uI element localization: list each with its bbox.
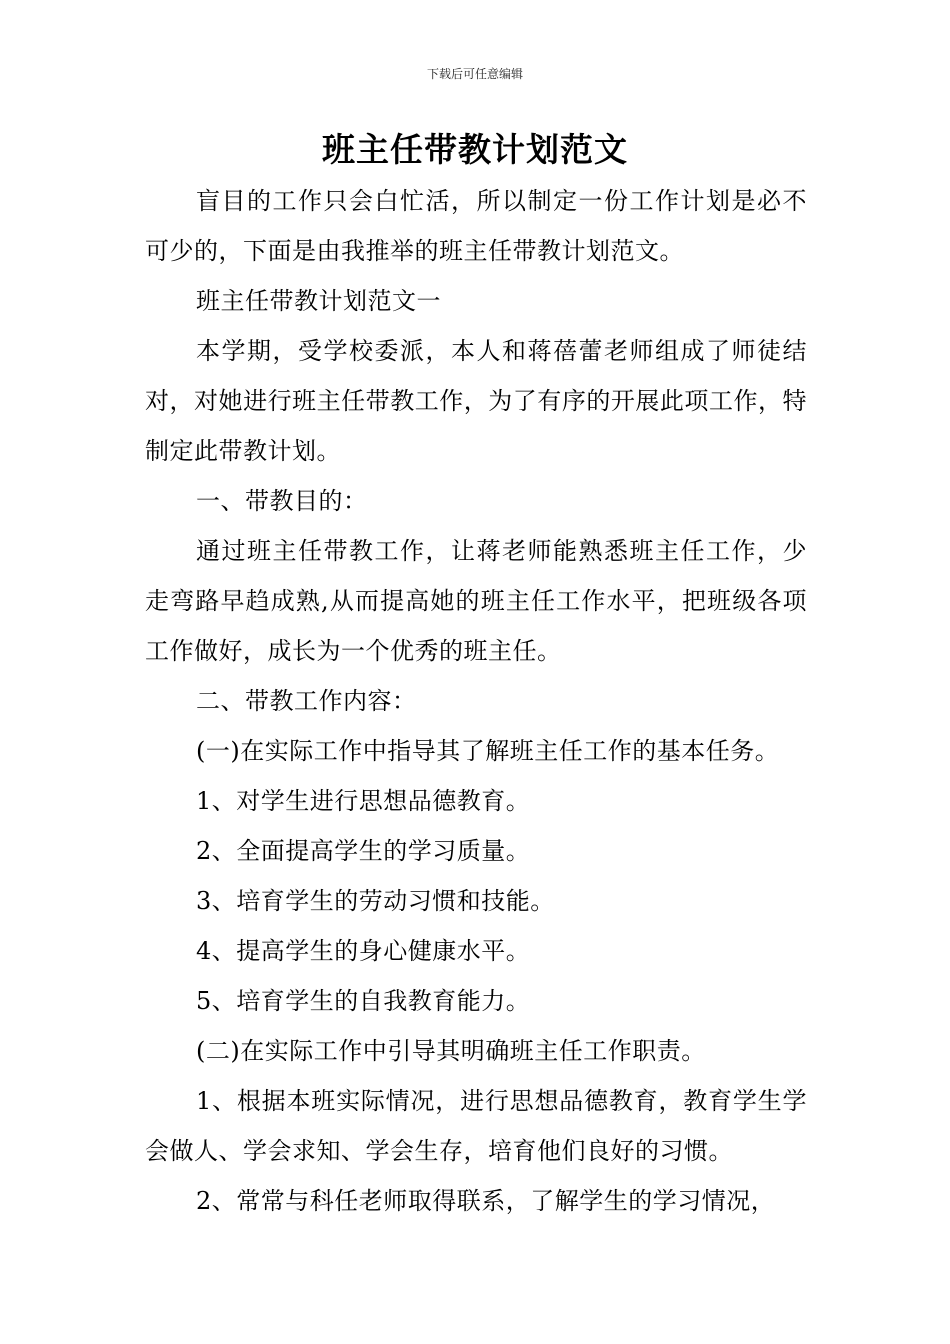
list-item: 2、常常与科任老师取得联系，了解学生的学习情况， — [196, 1187, 776, 1215]
list-item: 1、对学生进行思想品德教育。 — [196, 787, 531, 815]
header-note: 下载后可任意编辑 — [426, 67, 523, 81]
list-item: 3、培育学生的劳动习惯和技能。 — [196, 887, 555, 915]
document-title: 班主任带教计划范文 — [322, 130, 628, 169]
paragraph-background: 本学期，受学校委派，本人和蒋蓓蕾老师组成了师徒结对，对她进行班主任带教工作，为了有序的开展此项工作，特制定此带教计划。 — [145, 337, 807, 465]
paragraph-section-heading: 班主任带教计划范文一 — [196, 287, 441, 315]
list-item: 5、培育学生的自我教育能力。 — [196, 987, 531, 1015]
paragraph-subheading-tasks: (一)在实际工作中指导其了解班主任工作的基本任务。 — [196, 737, 780, 765]
list-item: 1、根据本班实际情况，进行思想品德教育，教育学生学会做人、学会求知、学会生存，培育他们良好的习惯。 — [145, 1087, 807, 1165]
list-item: 4、提高学生的身心健康水平。 — [196, 937, 531, 965]
paragraph-purpose: 通过班主任带教工作，让蒋老师能熟悉班主任工作，少走弯路早趋成熟,从而提高她的班主任工作水平，把班级各项工作做好，成长为一个优秀的班主任。 — [145, 537, 807, 665]
paragraph-intro: 盲目的工作只会白忙活，所以制定一份工作计划是必不可少的，下面是由我推举的班主任带教计划范文。 — [145, 187, 807, 265]
paragraph-heading-content: 二、带教工作内容： — [196, 687, 417, 715]
list-item: 2、全面提高学生的学习质量。 — [196, 837, 531, 865]
paragraph-subheading-duties: (二)在实际工作中引导其明确班主任工作职责。 — [196, 1037, 706, 1065]
document-body — [145, 176, 807, 1226]
paragraph-heading-purpose: 一、带教目的： — [196, 487, 368, 515]
